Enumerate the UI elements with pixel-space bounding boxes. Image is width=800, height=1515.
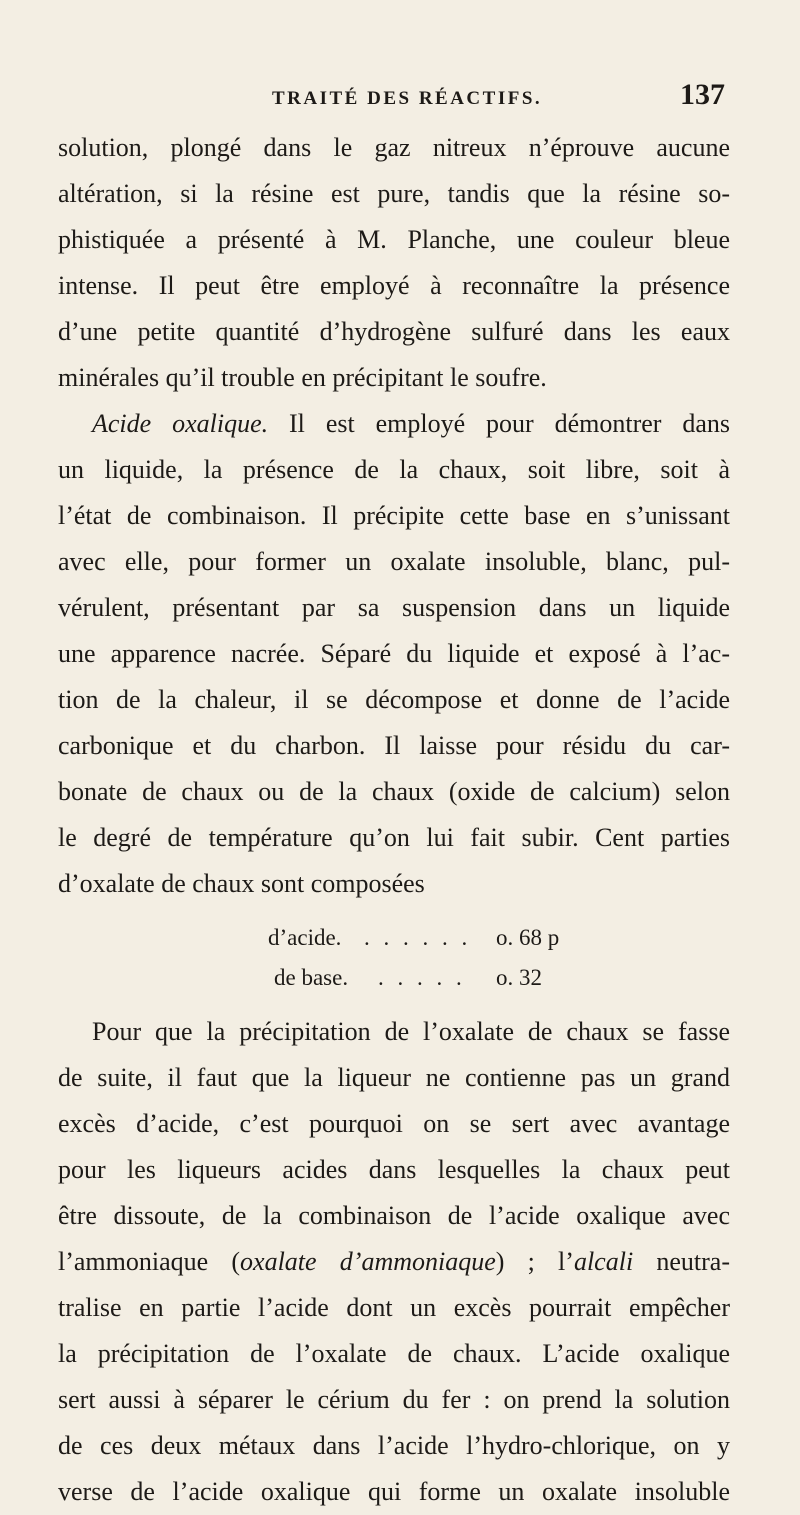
text-line: la précipitation de l’oxalate de chaux. L’acide oxalique xyxy=(58,1339,730,1368)
text-line: le degré de température qu’on lui fait subir. Cent parties xyxy=(58,823,730,852)
composition-row xyxy=(268,921,628,955)
leader-dots: . . . . . xyxy=(378,965,466,990)
text-line: une apparence nacrée. Séparé du liquide et exposé à l’ac- xyxy=(58,639,730,668)
text-line: minérales qu’il trouble en précipitant le soufre. xyxy=(58,363,547,392)
text-line: l’état de combinaison. Il précipite cette base en s’unissant xyxy=(58,501,730,530)
text-line: d’une petite quantité d’hydrogène sulfuré dans les eaux xyxy=(58,317,730,346)
text-line: phistiquée a présenté à M. Planche, une couleur bleue xyxy=(58,225,730,254)
text-line xyxy=(58,401,730,447)
text-line: tion de la chaleur, il se décompose et donne de l’acide xyxy=(58,685,730,714)
page-number: 137 xyxy=(680,78,725,111)
text-line: pour les liqueurs acides dans lesquelles la chaux peut xyxy=(58,1155,730,1184)
page-header xyxy=(250,78,725,118)
text-line: un liquide, la présence de la chaux, soit libre, soit à xyxy=(58,455,730,484)
leader-dots: . . . . . . xyxy=(364,925,472,950)
text-line: tralise en partie l’acide dont un excès pourrait empêcher xyxy=(58,1293,730,1322)
text-fragment: Il est employé pour démontrer dans xyxy=(268,409,731,438)
text-line: vérulent, présentant par sa suspension dans un liquide xyxy=(58,593,730,622)
text-line: bonate de chaux ou de la chaux (oxide de calcium) selon xyxy=(58,777,730,806)
composition-row xyxy=(274,961,634,995)
text-line: de ces deux métaux dans l’acide l’hydro-chlorique, on y xyxy=(58,1431,730,1460)
running-title: TRAITÉ DES RÉACTIFS. xyxy=(272,88,543,109)
text-line: carbonique et du charbon. Il laisse pour résidu du car- xyxy=(58,731,730,760)
text-line: d’oxalate de chaux sont composées xyxy=(58,869,425,898)
text-fragment: l’ammoniaque ( xyxy=(58,1247,241,1276)
italic-term: oxalate d’ammoniaque xyxy=(240,1247,496,1276)
text-fragment: neutra- xyxy=(633,1247,730,1276)
text-line xyxy=(58,1239,730,1285)
composition-table xyxy=(58,907,730,1009)
italic-term: alcali xyxy=(573,1247,634,1276)
text-line: de suite, il faut que la liqueur ne contienne pas un grand xyxy=(58,1063,730,1092)
section-heading: Acide oxalique. xyxy=(92,409,269,438)
text-fragment: ) ; l’ xyxy=(495,1247,574,1276)
text-line: Pour que la précipitation de l’oxalate de chaux se fasse xyxy=(92,1017,730,1046)
text-line: solution, plongé dans le gaz nitreux n’éprouve aucune xyxy=(58,133,730,162)
text-line: excès d’acide, c’est pourquoi on se sert avec avantage xyxy=(58,1109,730,1138)
text-line: intense. Il peut être employé à reconnaître la présence xyxy=(58,271,730,300)
text-line: verse de l’acide oxalique qui forme un oxalate insoluble xyxy=(58,1477,730,1506)
text-line: sert aussi à séparer le cérium du fer : on prend la solution xyxy=(58,1385,730,1414)
composition-value: o. 68 p xyxy=(496,925,560,950)
composition-label: d’acide. xyxy=(268,925,342,950)
text-line: altération, si la résine est pure, tandis que la résine so- xyxy=(58,179,730,208)
composition-label: de base. xyxy=(274,965,349,990)
text-line: avec elle, pour former un oxalate insoluble, blanc, pul- xyxy=(58,547,730,576)
body-text xyxy=(58,125,730,1515)
text-line: être dissoute, de la combinaison de l’acide oxalique avec xyxy=(58,1201,730,1230)
composition-value: o. 32 xyxy=(496,965,542,990)
